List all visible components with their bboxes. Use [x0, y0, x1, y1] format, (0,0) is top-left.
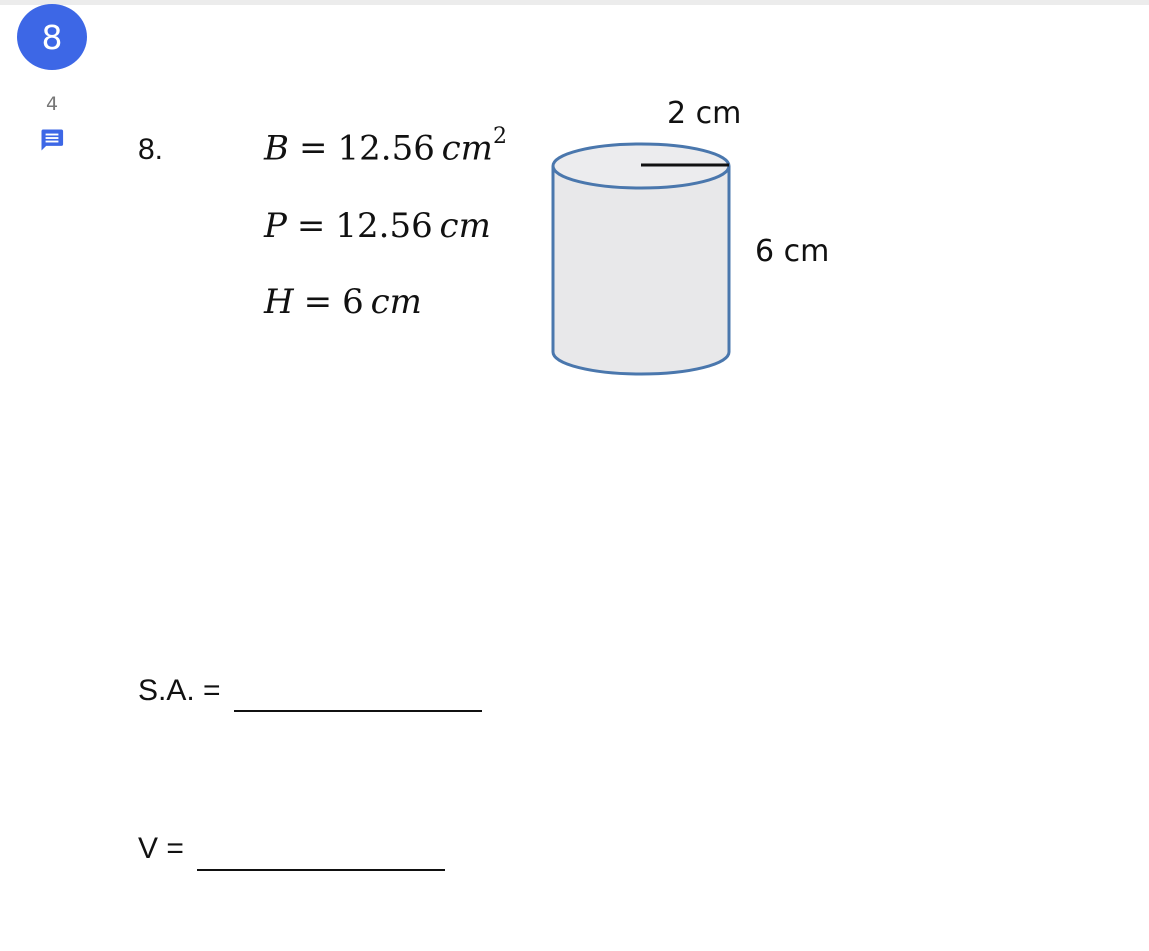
formula-variable: P [264, 206, 287, 246]
cylinder-figure [548, 142, 736, 378]
question-number: 8. [138, 133, 164, 166]
surface-area-label: S.A. = [138, 674, 221, 707]
formula-base-area [264, 124, 507, 169]
formula-equals: = [299, 128, 328, 169]
formula-equals: = [303, 282, 333, 322]
formula-variable: H [264, 282, 294, 322]
formula-equals: = [296, 206, 326, 246]
page-number-badge[interactable]: 8 [17, 4, 87, 70]
height-label: 6 cm [755, 234, 830, 269]
formula-perimeter [264, 206, 491, 246]
formula-value: 12.56 [335, 206, 433, 246]
formula-unit: cm [370, 282, 422, 322]
formula-unit: cm [441, 128, 493, 169]
top-border [0, 0, 1149, 5]
surface-area-blank [234, 710, 482, 712]
volume-blank [197, 869, 445, 871]
radius-label: 2 cm [667, 96, 742, 131]
formula-value: 12.56 [337, 128, 435, 169]
formula-height [264, 282, 422, 322]
volume-label: V = [138, 832, 184, 865]
comment-count: 4 [45, 93, 59, 115]
cylinder-body [553, 166, 729, 374]
formula-value: 6 [342, 282, 364, 322]
formula-exponent: 2 [492, 124, 507, 149]
comment-icon[interactable] [38, 126, 66, 154]
formula-variable: B [264, 128, 289, 169]
formula-unit: cm [439, 206, 491, 246]
